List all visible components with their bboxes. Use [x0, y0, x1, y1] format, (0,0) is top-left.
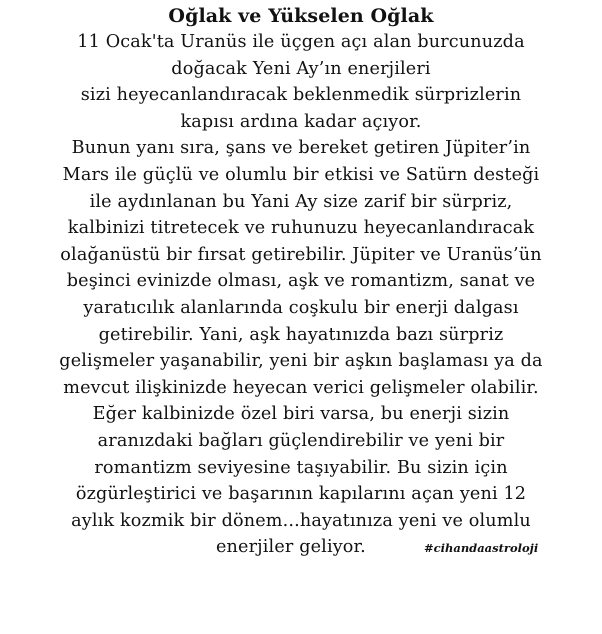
text-line: mevcut ilişkinizde heyecan verici gelişmeler olabilir. — [63, 377, 539, 398]
text-line: sizi heyecanlandıracak beklenmedik sürprizlerin — [80, 85, 522, 106]
text-line: gelişmeler yaşanabilir, yeni bir aşkın başlaması ya da — [59, 351, 543, 372]
text-line: doğacak Yeni Ay’ın enerjileri — [171, 58, 431, 79]
text-line: Mars ile güçlü ve olumlu bir etkisi ve Satürn desteği — [62, 164, 540, 185]
text-line: ile aydınlanan bu Yani Ay size zarif bir sürpriz, — [89, 191, 513, 212]
text-line: Eğer kalbinizde özel biri varsa, bu enerji sizin — [92, 404, 510, 425]
hashtag-watermark: #cihandaastroloji — [424, 541, 539, 556]
page-title: Oğlak ve Yükselen Oğlak — [168, 5, 434, 27]
closing-line — [6, 534, 596, 561]
text-line: beşinci evinizde olması, aşk ve romantizm, sanat ve — [66, 271, 536, 292]
text-line: kapısı ardına kadar açıyor. — [180, 111, 422, 132]
text-line: getirebilir. Yani, aşk hayatınızda bazı sürpriz — [98, 324, 504, 345]
text-line: romantizm seviyesine taşıyabilir. Bu sizin için — [94, 457, 508, 478]
text-line: 11 Ocak'ta Uranüs ile üçgen açı alan burcunuzda — [77, 32, 525, 52]
body-text — [6, 29, 596, 561]
closing-text: enerjiler geliyor. — [216, 537, 366, 558]
text-line: kalbinizi titretecek ve ruhunuzu heyecanlandıracak — [67, 218, 535, 239]
text-line: özgürleştirici ve başarının kapılarını açan yeni 12 — [75, 484, 527, 505]
text-line: Bunun yanı sıra, şans ve bereket getiren Jüpiter’in — [71, 138, 531, 159]
text-line: olağanüstü bir fırsat getirebilir. Jüpiter ve Uranüs’ün — [60, 244, 542, 265]
text-line: aranızdaki bağları güçlendirebilir ve yeni bir — [97, 430, 505, 451]
text-line: aylık kozmik bir dönem...hayatınıza yeni ve olumlu — [71, 510, 531, 531]
text-line: yaratıcılık alanlarında coşkulu bir enerji dalgası — [83, 297, 519, 318]
